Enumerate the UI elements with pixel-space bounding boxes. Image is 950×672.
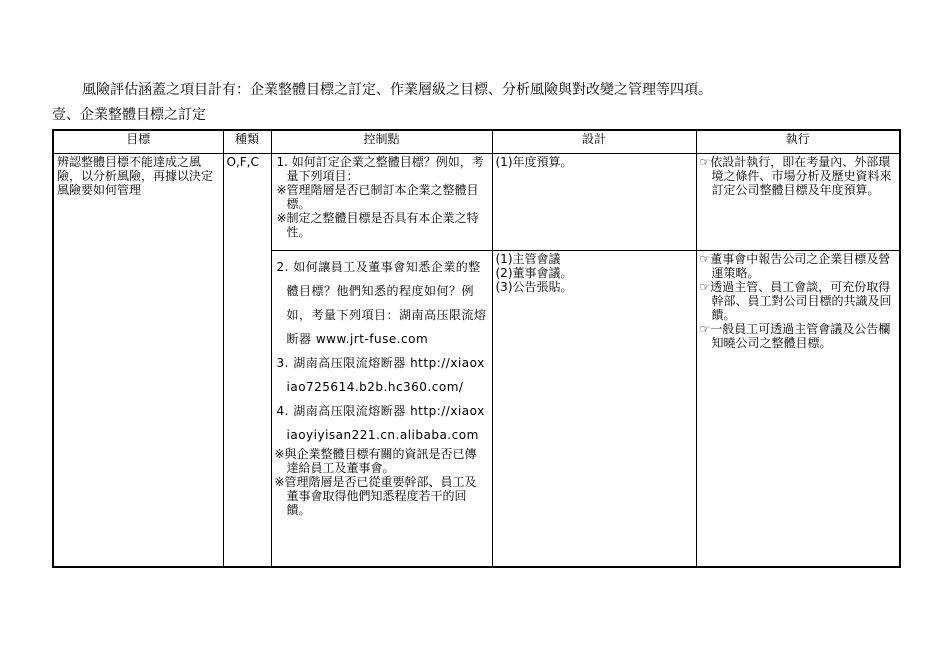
control-item: ※與企業整體目標有關的資訊是否已傳達給員工及董事會。 [274, 447, 477, 475]
control-item: ※制定之整體目標是否具有本企業之特性。 [276, 211, 479, 239]
type-cell: O,F,C [223, 154, 271, 568]
execution-cell [696, 251, 900, 568]
table-row [53, 154, 900, 251]
execution-item: ☞董事會中報告公司之企業目標及營運策略。 [699, 252, 891, 280]
control-item: 1. 如何訂定企業之整體目標？例如，考量下列項目： [276, 155, 484, 183]
control-item: 3. 湖南高压限流熔断器 http://xiaoxiao725614.b2b.hc360.com/ [276, 356, 485, 394]
header-control-point: 控制點 [271, 130, 492, 154]
design-item: (1)主管會議 [495, 252, 561, 266]
control-item: ※管理階層是否已從重要幹部、員工及董事會取得他們知悉程度若干的回饋。 [274, 475, 477, 517]
design-cell [492, 251, 696, 568]
control-item: 2. 如何讓員工及董事會知悉企業的整體目標？他們知悉的程度如何？例如，考量下列項目：湖南高压限流熔断器 www.jrt-fuse.com [276, 260, 487, 346]
header-type: 種類 [223, 130, 271, 154]
risk-control-table [52, 129, 901, 568]
design-cell: (1)年度預算。 [492, 154, 696, 251]
execution-item: ☞一般員工可透過主管會議及公告欄知曉公司之整體目標。 [699, 322, 891, 350]
execution-item: ☞透過主管、員工會談，可充份取得幹部、員工對公司目標的共識及回饋。 [699, 280, 892, 322]
header-goal: 目標 [53, 130, 223, 154]
control-item: ※管理階層是否已制訂本企業之整體目標。 [276, 183, 479, 211]
execution-item: ☞依設計執行，即在考量內、外部環境之條件、市場分析及歷史資料來訂定公司整體目標及年度預算。 [699, 155, 892, 197]
intro-paragraph: 風險評估涵蓋之項目計有：企業整體目標之訂定、作業層級之目標、分析風險與對改變之管理等四項。 [82, 82, 712, 98]
header-execution: 執行 [696, 130, 900, 154]
design-item: (2)董事會議。 [495, 266, 573, 280]
section-title: 壹、企業整體目標之訂定 [52, 107, 206, 123]
execution-cell [696, 154, 900, 251]
design-item: (3)公告張貼。 [495, 280, 573, 294]
control-cell [271, 251, 492, 568]
goal-cell: 辨認整體目標不能達成之風險，以分析風險，再據以決定風險要如何管理 [53, 154, 223, 568]
control-cell [271, 154, 492, 251]
table-header-row [53, 130, 900, 154]
header-design: 設計 [492, 130, 696, 154]
control-item: 4. 湖南高压限流熔断器 http://xiaoxiaoyiyisan221.cn.alibaba.com [276, 404, 485, 442]
